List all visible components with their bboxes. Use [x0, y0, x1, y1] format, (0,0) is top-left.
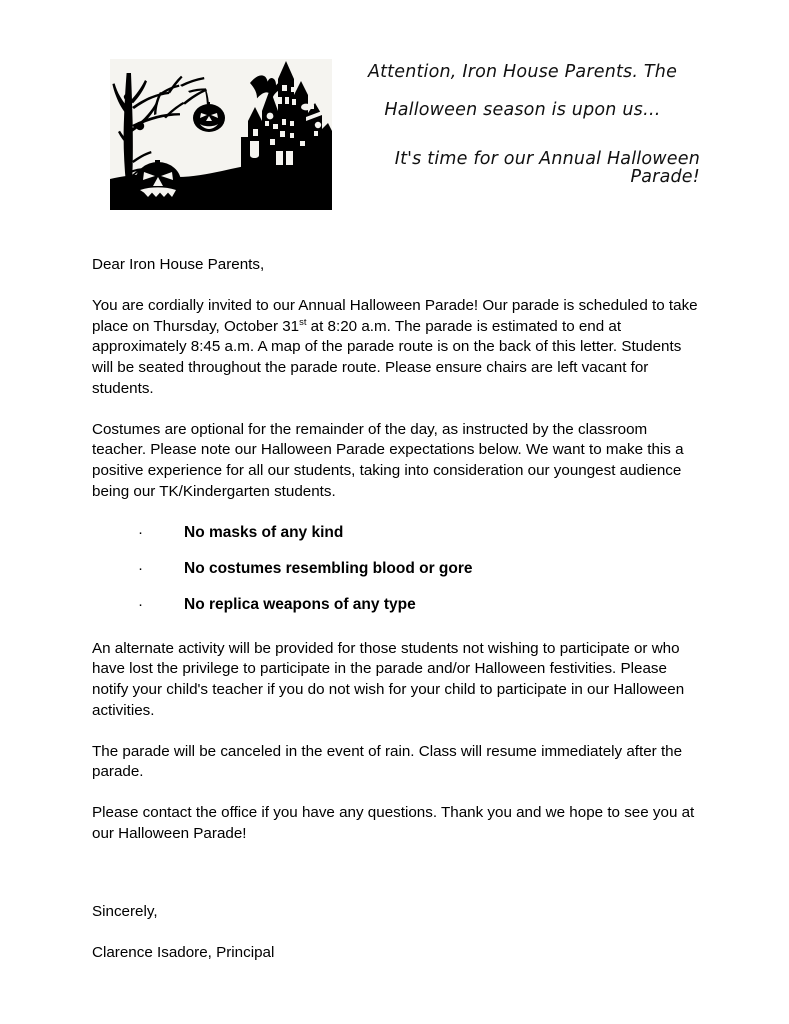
header-line-1: Attention, Iron House Parents. The	[367, 62, 678, 82]
signature-block	[92, 902, 698, 964]
expectations-list	[92, 523, 698, 631]
spacer	[92, 276, 698, 297]
list-item: · No masks of any kind	[92, 523, 698, 559]
paragraph-1-text-before-ordinal: You are cordially invited to our Annual Halloween Parade! Our parade is scheduled to take place on Thursday, October 31	[92, 297, 698, 335]
spacer	[92, 922, 698, 943]
list-item-label: No replica weapons of any type	[184, 595, 416, 613]
spacer	[92, 502, 698, 523]
spacer	[92, 399, 698, 420]
spacer	[92, 783, 698, 804]
letter-header	[0, 0, 789, 230]
paragraph-alternate-activity: An alternate activity will be provided for those students not wishing to participate or who have lost the privilege to participate in the parade and/or Halloween festivities. Please notify your child's teacher if you do not wish for your child to participate in our Halloween activities.	[92, 639, 685, 719]
paragraph-rain-policy: The parade will be canceled in the event of rain. Class will resume immediately after the parade.	[92, 742, 683, 781]
list-item: · No replica weapons of any type	[92, 595, 698, 631]
ordinal-suffix: st	[299, 315, 307, 327]
paragraph-contact-office: Please contact the office if you have any questions. Thank you and we hope to see you at our Halloween Parade!	[92, 804, 695, 843]
signer-name: Clarence Isadore, Principal	[92, 943, 275, 961]
list-item-label: No masks of any kind	[184, 523, 344, 541]
header-announcement	[345, 64, 700, 186]
spacer	[92, 845, 698, 902]
closing-line: Sincerely,	[92, 902, 158, 920]
paragraph-parade-details	[92, 296, 698, 399]
list-item-label: No costumes resembling blood or gore	[184, 559, 473, 577]
halloween-clipart-image	[110, 59, 332, 210]
header-line-2: Halloween season is upon us…	[384, 99, 661, 120]
letter-content	[92, 255, 698, 963]
list-item: · No costumes resembling blood or gore	[92, 559, 698, 595]
paragraph-1-text-after-ordinal: at 8:20 a.m. The parade is estimated to end at approximately 8:45 a.m. A map of the parade route is on the back of this letter. Students will be seated throughout the parade route. Please ensure chairs are left vacant for students.	[92, 317, 682, 397]
header-line-3: It's time for our Annual Halloween Parade!	[394, 149, 700, 187]
salutation: Dear Iron House Parents,	[92, 256, 265, 273]
spacer	[92, 631, 698, 639]
halloween-scene-svg	[110, 59, 332, 210]
paragraph-costume-expectations: Costumes are optional for the remainder of the day, as instructed by the classroom teacher. Please note our Halloween Parade expectations below. We want to make this a positive experience for all our students, taking into consideration our youngest audience being our TK/Kindergarten students.	[92, 420, 684, 500]
spacer	[92, 721, 698, 742]
